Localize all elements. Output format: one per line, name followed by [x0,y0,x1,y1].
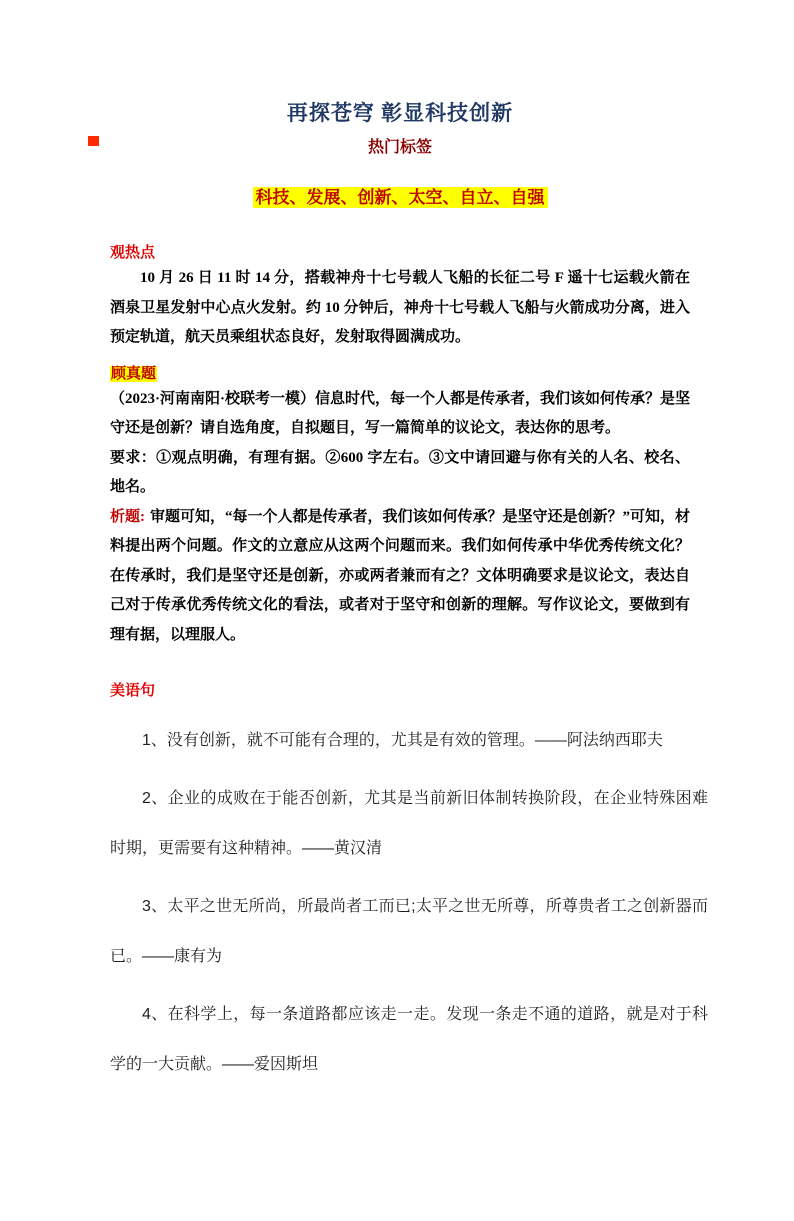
section-heading-quotes: 美语句 [110,683,156,699]
exam-analysis-paragraph [110,503,690,651]
quote-item: 2、企业的成败在于能否创新，尤其是当前新旧体制转换阶段，在企业特殊困难时期，更需要有这种精神。——黄汉清 [110,790,708,857]
red-marker-square [88,136,99,146]
quotes-list [110,716,708,1090]
exam-question-text: （2023·河南南阳·校联考一模）信息时代，每一个人都是传承者，我们该如何传承？是坚守还是创新？请自选角度，自拟题目，写一篇简单的议论文，表达你的思考。 [110,390,691,436]
quote-item: 3、太平之世无所尚，所最尚者工而已;太平之世无所尊，所尊贵者工之创新器而已。——康有为 [110,898,708,965]
analysis-label: 析题: [110,508,145,525]
hotspot-paragraph: 10 月 26 日 11 时 14 分，搭载神舟十七号载人飞船的长征二号 F 遥十七运载火箭在酒泉卫星发射中心点火发射。约 10 分钟后，神舟十七号载人飞船与火箭成功分离，进入预定轨道，航天员乘组状态良好，发射取得圆满成功。 [110,270,690,345]
section-heading-hotspot: 观热点 [110,245,156,261]
exam-question-paragraph [110,385,690,503]
analysis-text: 审题可知，“每一个人都是传承者，我们该如何传承？是坚守还是创新？”可知，材料提出两个问题。作文的立意应从这两个问题而来。我们如何传承中华优秀传统文化？在传承时，我们是坚守还是创新，亦或两者兼而有之？文体明确要求是议论文，表达自己对于传承优秀传统文化的看法，或者对于坚守和创新的理解。写作议论文，要做到有理有据，以理服人。 [110,508,691,643]
section-heading-exam [110,363,690,385]
quote-item: 1、没有创新，就不可能有合理的，尤其是有效的管理。——阿法纳西耶夫 [142,732,663,749]
quote-item: 4、在科学上，每一条道路都应该走一走。发现一条走不通的道路，就是对于科学的一大贡献。——爱因斯坦 [110,1006,708,1073]
tags-highlight: 科技、发展、创新、太空、自立、自强 [253,187,548,208]
exam-requirements-text: 要求：①观点明确，有理有据。②600 字左右。③文中请回避与你有关的人名、校名、地名。 [110,449,690,495]
tags-line [110,184,690,212]
page-subtitle: 热门标签 [367,139,432,156]
document-page [0,98,794,1221]
exam-heading-highlight: 顾真题 [111,365,157,382]
page-title: 再探苍穹 彰显科技创新 [286,101,514,125]
